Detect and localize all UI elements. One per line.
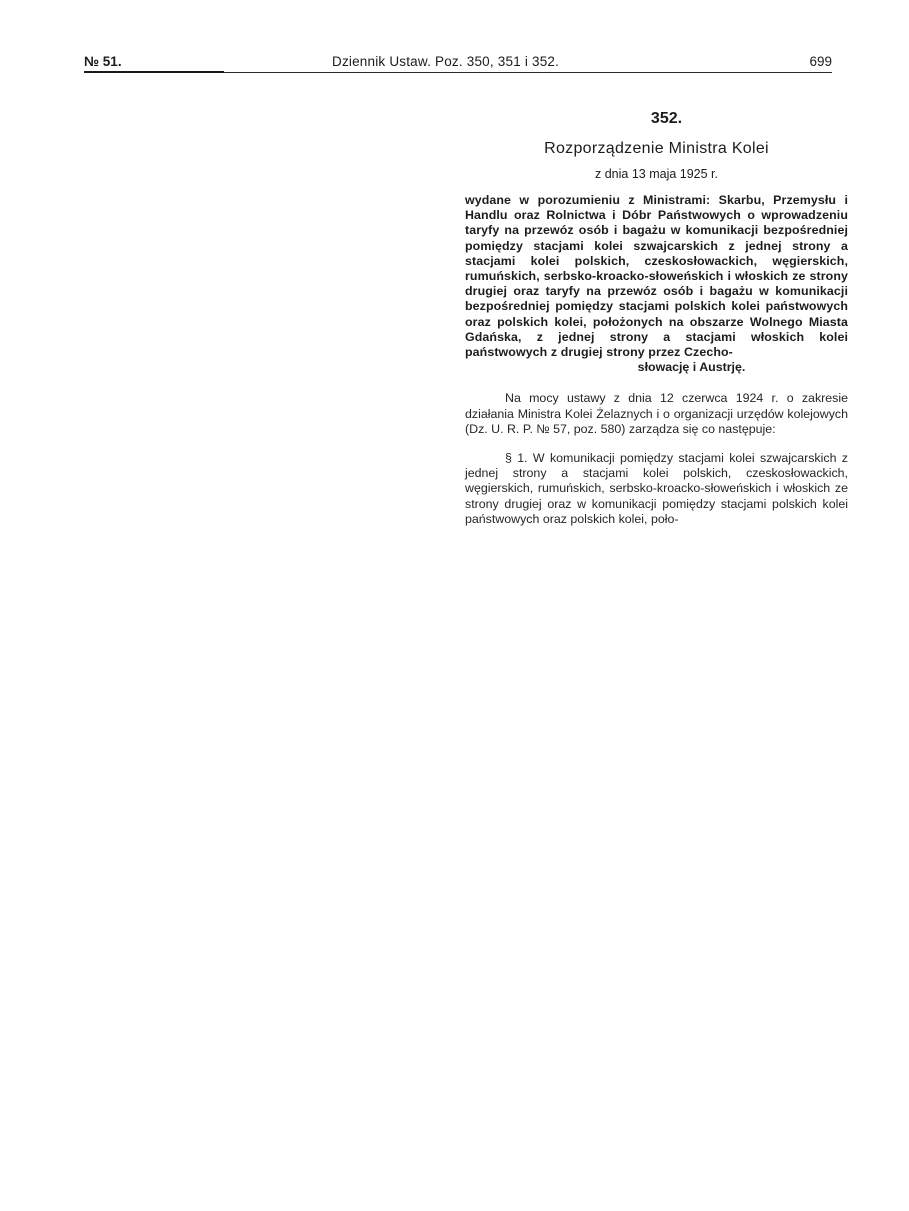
document-intro: wydane w porozumieniu z Ministrami: Skarbu, Przemysłu i Handlu oraz Rolnictwa i Dóbr Państwowych o wprowadzeniu taryfy na przewóz osób i bagażu w komunikacji bezpośredniej pomiędzy stacjami kolei szwajcarskich z jednej strony a stacjami kolei polskich, czeskosłowackich, węgierskich, rumuńskich, serbsko-kroacko-słoweńskich i włoskich ze strony drugiej oraz taryfy na przewóz osób i bagażu w komunikacji bezpośredniej pomiędzy stacjami polskich kolei państwowych oraz polskich kolei, położonych na obszarze Wolnego Miasta Gdańska, z jednej strony a stacjami włoskich kolei państwowych z drugiej strony przez Czecho-	[465, 193, 848, 360]
position-number: 352.	[650, 110, 683, 127]
issue-number: № 51.	[84, 54, 122, 69]
document-intro-end: słowację i Austrję.	[637, 360, 746, 375]
text-column	[465, 110, 848, 541]
header-rule-accent	[84, 71, 224, 73]
page-number: 699	[809, 54, 832, 69]
document-title: Rozporządzenie Ministra Kolei	[544, 140, 769, 157]
journal-title: Dziennik Ustaw. Poz. 350, 351 i 352.	[332, 54, 560, 69]
paragraph-legal-basis: Na mocy ustawy z dnia 12 czerwca 1924 r. o zakresie działania Ministra Kolei Żelaznych i o organizacji urzędów kolejowych (Dz. U. R. P. № 57, poz. 580) zarządza się co następuje:	[465, 391, 848, 437]
document-date: z dnia 13 maja 1925 r.	[595, 167, 718, 181]
paragraph-section-1: § 1. W komunikacji pomiędzy stacjami kolei szwajcarskich z jednej strony a stacjami kolei polskich, czeskosłowackich, węgierskich, rumuńskich, serbsko-kroacko-słoweńskich i włoskich ze strony drugiej oraz w komunikacji pomiędzy stacjami polskich kolei państwowych oraz polskich kolei, poło-	[465, 450, 848, 527]
